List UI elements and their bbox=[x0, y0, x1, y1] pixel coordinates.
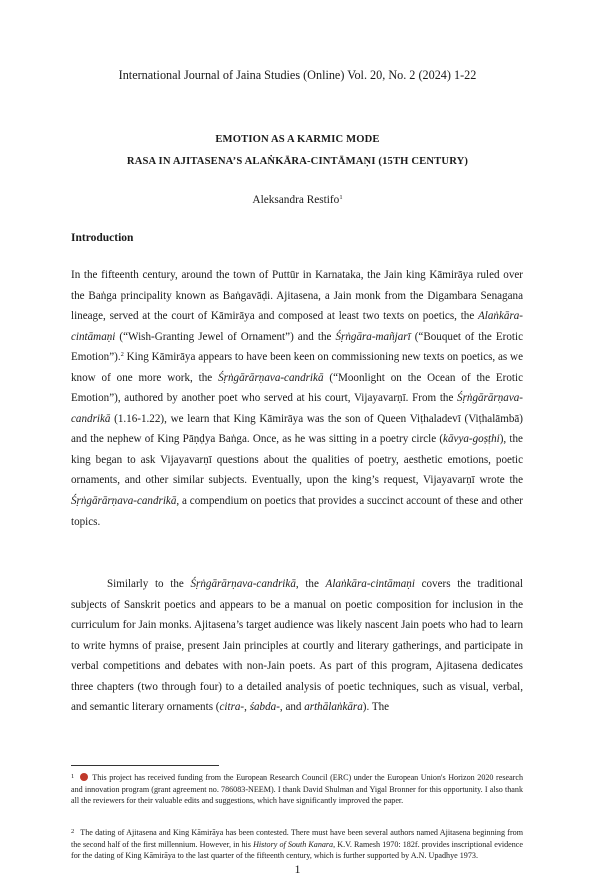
sanskrit-term: citra- bbox=[219, 701, 245, 714]
work-title: Śṛṅgārārṇava-candrikā bbox=[218, 371, 324, 384]
author-name: Aleksandra Restifo bbox=[252, 194, 340, 206]
work-title: Śṛṅgāra-mañjarī bbox=[335, 330, 411, 343]
footnote-2: $^2$ The dating of Ajitasena and King Kāmirāya has been contested. There must have been several authors named Ajitasena beginning from the second half of the first millennium. However, in his History of South Kanara, K.V. Ramesh 1970: 182f. provides inscriptional evidence for the dating of King Kāmirāya to the last quarter of the fifteenth century, which is further supported by A.N. Upadhye 1973. bbox=[71, 828, 523, 861]
footnote-1: $^1$ This project has received funding from the European Research Council (ERC) under the European Union's Horizon 2020 research and innovation program (grant agreement no. 786083-NEEM). I thank David Shulman and Yigal Bronner for this opportunity. I also thank all the reviewers for their valuable edits and suggestions, which have significantly improved the paper. bbox=[71, 773, 523, 806]
work-title: Alaṅkāra-cintāmaṇi bbox=[325, 578, 415, 590]
footnote-number: 2 bbox=[71, 828, 75, 835]
author-footnote-ref[interactable]: 1 bbox=[339, 194, 343, 201]
footnote-number: 1 bbox=[71, 773, 75, 780]
article-title-line2: RASA IN AJITASENA’S ALAṄKĀRA-CINTĀMAṆI (15TH CENTURY) bbox=[126, 156, 469, 167]
paragraph-2: Similarly to the Śṛṅgārārṇava-candrikā, the Alaṅkāra-cintāmaṇi covers the traditional subjects of Sanskrit poetics and appears to be a manual on poetic composition for inclusion in the curriculum for Jain monks. Ajitasena’s target audience was likely nascent Jain poets who had to learn to write hymns of praise, present Jain principles at courtly and literary gatherings, and participate in verbal competitions and debates with non-Jain poets. As part of this program, Ajitasena dedicates three chapters (two through four) to a detailed analysis of poetic techniques, such as visual, verbal, and semantic literary ornaments (citra-, śabda-, and arthālaṅkāra). The bbox=[71, 578, 524, 714]
page-number: 1 bbox=[294, 862, 301, 876]
sanskrit-term: śabda- bbox=[249, 701, 280, 714]
book-title: History of South Kanara bbox=[253, 839, 334, 849]
erc-flag-icon bbox=[80, 773, 88, 781]
work-title: Śṛṅgārārṇava-candrikā bbox=[71, 495, 177, 508]
author-byline bbox=[0, 194, 595, 206]
journal-header: International Journal of Jaina Studies (Online) Vol. 20, No. 2 (2024) 1-22 bbox=[118, 68, 477, 82]
sanskrit-term: arthālaṅkāra bbox=[304, 701, 363, 714]
work-title: Śṛṅgārārṇava-candrikā bbox=[190, 578, 296, 590]
article-title-line1: EMOTION AS A KARMIC MODE bbox=[215, 134, 380, 145]
footnote-divider bbox=[71, 765, 219, 766]
work-title: Śṛṅgārārṇava-candrikā bbox=[71, 392, 523, 425]
paragraph-1: In the fifteenth century, around the town of Puttūr in Karnataka, the Jain king Kāmirāya ruled over the Baṅga principality known as Baṅgavāḍi. Ajitasena, a Jain monk from the Digambara Senagana lineage, served at the court of Kāmirāya and composed at least two texts on poetics, the Alaṅkāra-cintāmaṇi (“Wish-Granting Jewel of Ornament”) and the Śṛṅgāra-mañjarī (“Bouquet of the Erotic Emotion”).$^2$ King Kāmirāya appears to have been keen on commissioning new texts on poetics, as we know of one more work, the Śṛṅgārārṇava-candrikā (“Moonlight on the Ocean of the Erotic Emotion”), authored by another poet who served at his court, Vijayavarṇī. From the Śṛṅgārārṇava-candrikā (1.16-1.22), we learn that King Kāmirāya was the son of Queen Viṭhaladevī (Viṭhalāmbā) and the nephew of King Pāṇḍya Baṅga. Once, as he was sitting in a poetry circle (kāvya-goṣṭhi), the king began to ask Vijayavarṇī questions about the qualities of poetry, aesthetic emotions, poetic ornaments, and other similar subjects. Eventually, upon the king’s request, Vijayavarṇī wrote the Śṛṅgārārṇava-candrikā, a compendium on poetics that provides a succinct account of these and other topics. bbox=[71, 269, 523, 528]
footnote-ref-2[interactable]: 2 bbox=[120, 351, 124, 359]
section-heading: Introduction bbox=[71, 232, 134, 244]
sanskrit-term: kāvya-goṣṭhi bbox=[443, 433, 500, 446]
work-title: Alaṅkāra-cintāmaṇi bbox=[71, 310, 523, 343]
